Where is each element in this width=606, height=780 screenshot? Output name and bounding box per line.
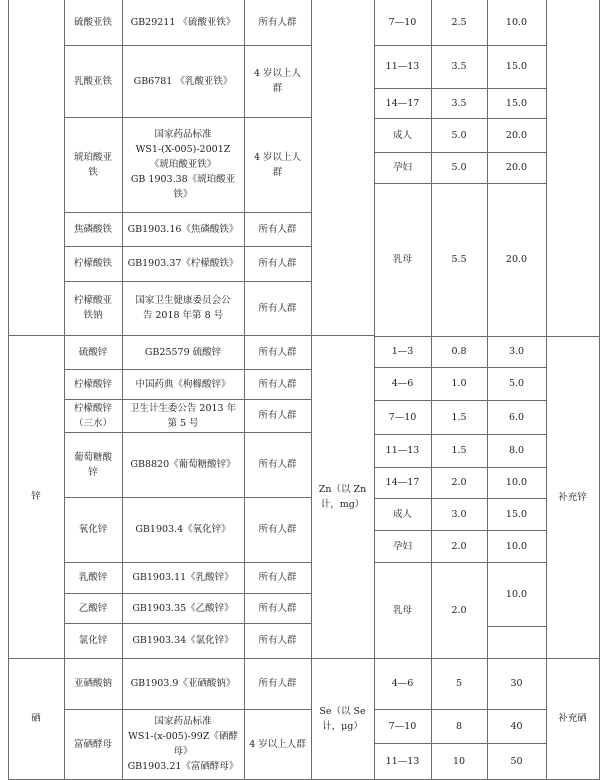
max-value: 15.0 [505, 61, 528, 72]
standard-cell: GB1903.4《氧化锌》 [135, 524, 231, 535]
standard-cell: 国家药品标准 WS1-(x-005)-99Z《硒酵母》 GB1903.21《富硒酵母》 [127, 716, 239, 772]
age-group: 乳母 [392, 604, 412, 616]
max-value: 15.0 [505, 508, 528, 520]
max-value: 40 [510, 720, 523, 732]
substance-name: 焦磷酸铁 [73, 223, 112, 235]
standard-cell: GB1903.35《乙酸锌》 [132, 602, 234, 614]
substance-name: 氯化锌 [78, 635, 108, 646]
substance-name: 乳酸锌 [78, 572, 108, 583]
standard-cell: 卫生计生委公告 2013 年 第 5 号 [129, 402, 237, 429]
min-value: 1.5 [451, 411, 467, 423]
age-group: 7—10 [388, 411, 417, 423]
table-line [599, 0, 600, 780]
min-value: 1.0 [451, 378, 467, 389]
age-group: 成人 [392, 129, 412, 141]
population-cell: 所有人群 [258, 524, 297, 535]
min-value: 3.0 [451, 508, 467, 520]
max-value: 6.0 [508, 411, 525, 423]
standard-cell: 国家药品标准 WS1-(X-005)-2001Z 《琥珀酸亚铁》 GB 1903.38《琥珀酸亚 铁》 [130, 129, 236, 200]
max-value: 20.0 [505, 129, 528, 141]
age-group: 4—6 [391, 378, 414, 389]
min-value: 1.5 [451, 445, 467, 456]
purpose-selenium: 补充硒 [558, 713, 587, 724]
substance-name: 柠檬酸锌 [73, 378, 112, 390]
purpose-zinc: 补充锌 [558, 491, 587, 503]
population-cell: 所有人群 [258, 410, 297, 421]
substance-name: 乙酸锌 [78, 602, 108, 614]
standard-cell: GB1903.34《氯化锌》 [132, 635, 234, 646]
max-value: 10.0 [505, 477, 528, 488]
standard-cell: GB25579 硫酸锌 [144, 346, 222, 358]
substance-name: 柠檬酸亚 铁钠 [73, 295, 112, 321]
standard-cell: 中国药典《枸橼酸锌》 [135, 378, 231, 390]
nutrient-zinc: 锌 [31, 491, 41, 502]
population-cell: 所有人群 [258, 302, 297, 314]
age-group: 孕妇 [392, 162, 412, 173]
standard-cell: GB6781 《乳酸亚铁》 [133, 75, 233, 87]
max-value: 3.0 [508, 346, 525, 357]
substance-name: 硫酸亚铁 [73, 17, 112, 28]
min-value: 5.5 [451, 254, 467, 265]
substance-name: 氧化锌 [78, 524, 108, 535]
zinc-unit: Zn（以 Zn 计，mg） [318, 484, 367, 510]
max-value: 10.0 [505, 588, 528, 600]
min-value: 3.5 [451, 61, 467, 72]
population-cell: 所有人群 [258, 378, 297, 390]
min-value: 2.0 [451, 604, 467, 616]
population-cell: 所有人群 [258, 258, 297, 269]
substance-name: 柠檬酸锌 （三水） [73, 402, 112, 429]
age-group: 7—10 [388, 17, 417, 28]
substance-name: 乳酸亚铁 [73, 75, 112, 87]
population-cell: 所有人群 [258, 678, 297, 689]
max-value: 15.0 [505, 97, 528, 109]
age-group: 14—17 [385, 97, 420, 109]
max-value: 20.0 [505, 162, 528, 173]
population-cell: 所有人群 [258, 223, 297, 235]
substance-name: 琥珀酸亚 铁 [73, 151, 112, 178]
max-value: 10.0 [505, 17, 528, 28]
population-cell: 4 岁以上人群 [249, 738, 306, 750]
standard-cell: GB1903.11《乳酸锌》 [132, 572, 234, 583]
age-group: 孕妇 [392, 540, 412, 552]
min-value: 10 [452, 755, 466, 767]
selenium-unit: Se（以 Se 计，μg） [319, 705, 366, 732]
min-value: 2.0 [451, 540, 467, 552]
max-value: 5.0 [508, 378, 525, 389]
standard-cell: GB29211 《硫酸亚铁》 [130, 17, 236, 28]
standard-cell: GB8820《葡萄糖酸锌》 [130, 459, 236, 470]
substance-name: 富硒酵母 [73, 738, 112, 750]
substance-name: 硫酸锌 [78, 346, 108, 358]
population-cell: 所有人群 [258, 635, 297, 646]
min-value: 3.5 [451, 97, 467, 109]
min-value: 5.0 [451, 129, 467, 141]
age-group: 11—13 [385, 755, 420, 767]
age-group: 成人 [392, 508, 412, 520]
min-value: 2.0 [451, 477, 467, 488]
max-value: 30 [510, 678, 523, 689]
population-cell: 所有人群 [258, 572, 297, 583]
max-value: 10.0 [505, 540, 528, 552]
age-group: 7—10 [388, 720, 417, 732]
min-value: 0.8 [451, 346, 467, 357]
standard-cell: GB1903.9《亚硒酸钠》 [130, 678, 236, 689]
age-group: 4—6 [391, 678, 414, 689]
substance-name: 亚硒酸钠 [73, 678, 112, 689]
population-cell: 所有人群 [258, 602, 297, 614]
min-value: 8 [455, 720, 463, 732]
population-cell: 所有人群 [258, 459, 297, 470]
substance-name: 葡萄糖酸 锌 [73, 451, 112, 478]
age-group: 14—17 [385, 477, 420, 488]
min-value: 5 [455, 678, 463, 689]
age-group: 1—3 [391, 346, 414, 357]
population-cell: 4 岁以上人 群 [253, 68, 302, 94]
min-value: 2.5 [451, 17, 467, 28]
max-value: 8.0 [508, 445, 525, 456]
max-value: 50 [510, 755, 523, 767]
table-line [487, 626, 546, 627]
population-cell: 4 岁以上人 群 [253, 151, 302, 178]
nutrient-selenium: 硒 [31, 713, 41, 724]
standard-cell: GB1903.16《焦磷酸铁》 [127, 223, 239, 235]
population-cell: 所有人群 [258, 346, 297, 358]
age-group: 11—13 [385, 61, 420, 72]
age-group: 11—13 [385, 445, 420, 456]
max-value: 20.0 [505, 254, 528, 265]
population-cell: 所有人群 [258, 17, 297, 28]
age-group: 乳母 [392, 254, 412, 265]
standard-cell: GB1903.37《柠檬酸铁》 [127, 258, 239, 269]
substance-name: 柠檬酸铁 [73, 258, 112, 269]
min-value: 5.0 [451, 162, 467, 173]
standard-cell: 国家卫生健康委员会公 告 2018 年第 8 号 [135, 295, 231, 321]
